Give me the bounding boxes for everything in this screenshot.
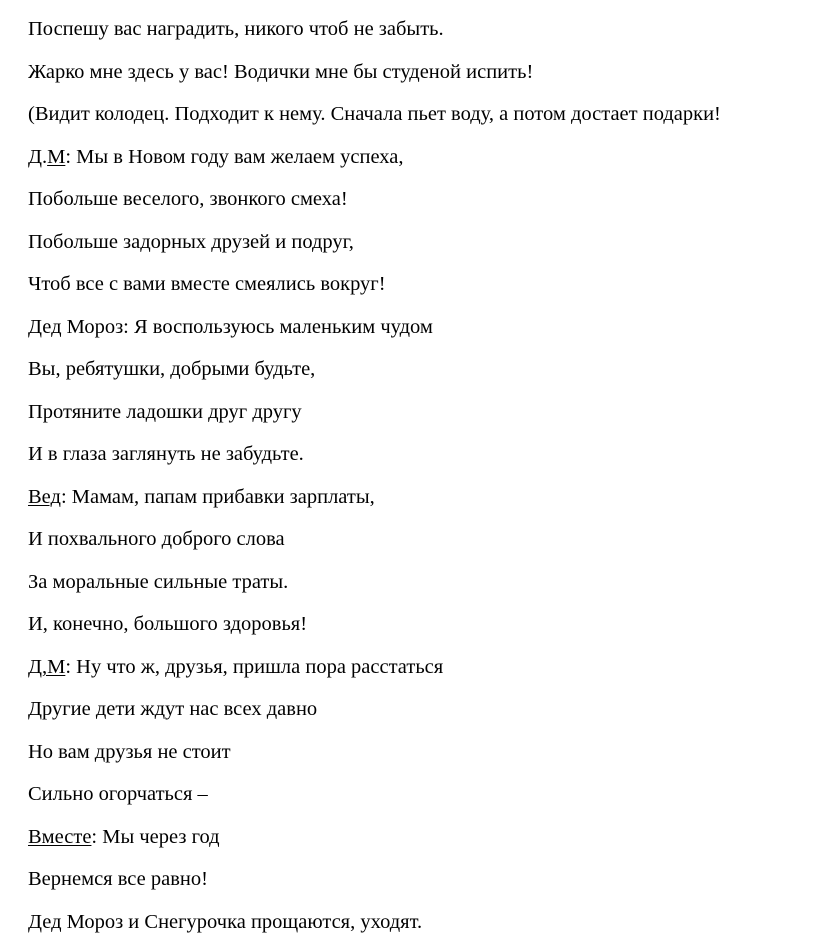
line-text: И похвального доброго слова bbox=[28, 528, 285, 550]
text-line-6 bbox=[28, 230, 806, 254]
text-line-19 bbox=[28, 782, 806, 806]
line-text: Сильно огорчаться – bbox=[28, 783, 208, 805]
speaker-prefix: Д. bbox=[28, 145, 48, 168]
line-text: Побольше веселого, звонкого смеха! bbox=[28, 188, 348, 210]
speaker-label: Вед bbox=[28, 485, 61, 508]
text-line-5 bbox=[28, 187, 806, 211]
text-line-20 bbox=[28, 825, 806, 849]
line-text: : Мы через год bbox=[91, 825, 220, 848]
line-text: : Мы в Новом году вам желаем успеха, bbox=[65, 145, 404, 168]
line-text: Дед Мороз: Я воспользуюсь маленьким чудом bbox=[28, 315, 433, 338]
text-line-21 bbox=[28, 867, 806, 891]
text-line-2 bbox=[28, 60, 806, 84]
text-line-10 bbox=[28, 400, 806, 424]
line-text: Другие дети ждут нас всех давно bbox=[28, 698, 318, 720]
line-text: Чтоб все с вами вместе смеялись вокруг! bbox=[28, 273, 386, 295]
line-text: : Мамам, папам прибавки зарплаты, bbox=[60, 485, 375, 508]
text-line-14 bbox=[28, 570, 806, 594]
text-line-18 bbox=[28, 740, 806, 764]
text-line-4 bbox=[28, 145, 806, 169]
text-line-15 bbox=[28, 612, 806, 636]
line-text: Вернемся все равно! bbox=[28, 868, 208, 890]
speaker-label: Д,М bbox=[28, 655, 66, 678]
line-text: За моральные сильные траты. bbox=[28, 570, 289, 593]
text-line-13 bbox=[28, 527, 806, 551]
text-line-22 bbox=[28, 910, 806, 934]
line-text: И, конечно, большого здоровья! bbox=[28, 613, 308, 635]
line-text: Протяните ладошки друг другу bbox=[28, 400, 302, 423]
line-text: Побольше задорных друзей и подруг, bbox=[28, 230, 354, 253]
line-text: : Ну что ж, друзья, пришла пора расстаться bbox=[65, 655, 444, 678]
text-line-12 bbox=[28, 485, 806, 509]
text-line-9 bbox=[28, 357, 806, 381]
text-line-16 bbox=[28, 655, 806, 679]
text-line-3 bbox=[28, 102, 806, 126]
line-text: (Видит колодец. Подходит к нему. Сначала пьет воду, а потом достает подарки! bbox=[28, 103, 721, 125]
line-text: Но вам друзья не стоит bbox=[28, 740, 231, 763]
text-line-7 bbox=[28, 272, 806, 296]
line-text: Поспешу вас наградить, никого чтоб не забыть. bbox=[28, 18, 444, 40]
text-line-1 bbox=[28, 17, 806, 41]
document-page bbox=[28, 17, 806, 952]
line-text: Вы, ребятушки, добрыми будьте, bbox=[28, 358, 316, 380]
line-text: Дед Мороз и Снегурочка прощаются, уходят. bbox=[28, 910, 423, 933]
text-line-17 bbox=[28, 697, 806, 721]
line-text: И в глаза заглянуть не забудьте. bbox=[28, 443, 304, 465]
speaker-label: Вместе bbox=[28, 825, 92, 848]
speaker-label: М bbox=[47, 145, 66, 168]
line-text: Жарко мне здесь у вас! Водички мне бы студеной испить! bbox=[28, 60, 534, 83]
text-line-8 bbox=[28, 315, 806, 339]
text-line-11 bbox=[28, 442, 806, 466]
